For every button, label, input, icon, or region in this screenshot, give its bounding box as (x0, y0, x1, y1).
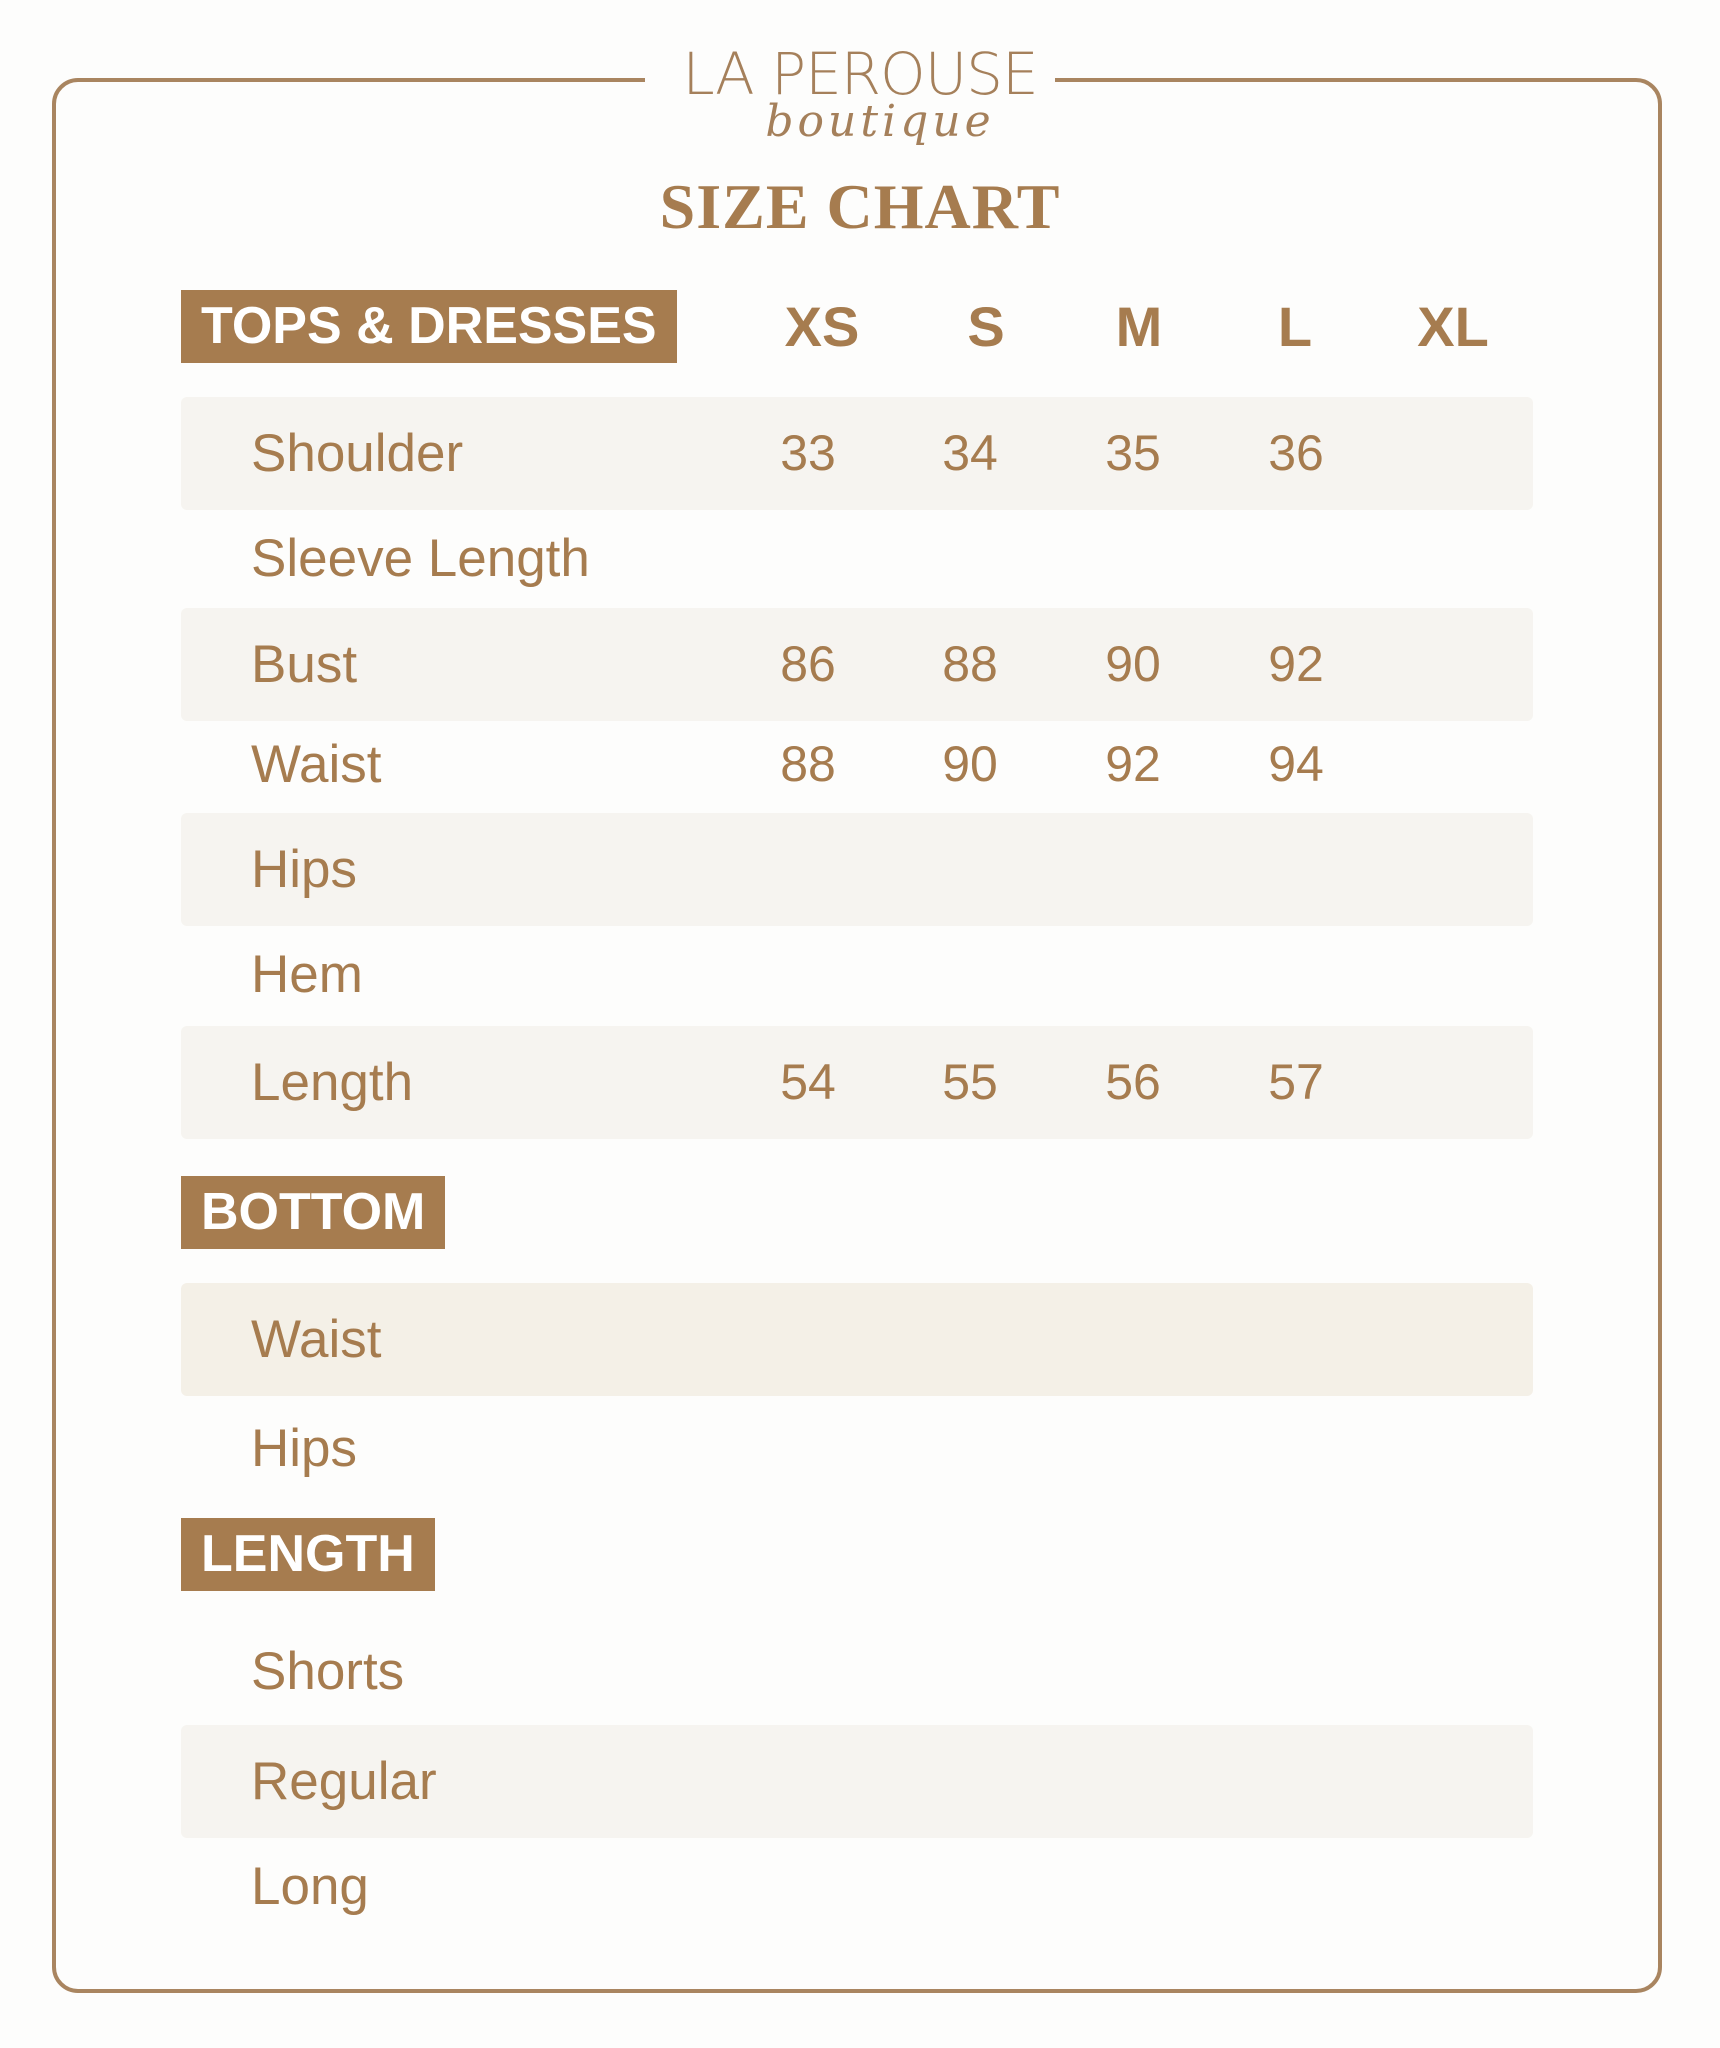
row-label: Regular (251, 1752, 437, 1811)
cell-s: 55 (942, 1054, 998, 1110)
row-label: Shoulder (251, 424, 464, 483)
brand-subtitle: boutique (765, 96, 995, 147)
row-label: Shorts (251, 1642, 405, 1701)
table-row (181, 1392, 1533, 1505)
cell-s: 88 (942, 636, 998, 692)
cell-m: 92 (1105, 736, 1161, 792)
row-label: Sleeve Length (251, 529, 590, 588)
cell-l (1216, 918, 1376, 1031)
cell-m: 56 (1105, 1054, 1161, 1110)
row-label: Waist (251, 1310, 382, 1369)
brand-name: LA PEROUSE (682, 40, 1038, 108)
size-header-xs: XS (784, 295, 860, 358)
cell-xs: 88 (780, 736, 836, 792)
cell-m (1053, 813, 1213, 926)
cell-l (1216, 502, 1376, 615)
section-label-tops: TOPS & DRESSES (181, 290, 677, 363)
table-row (181, 918, 1533, 1031)
table-row (181, 708, 1533, 821)
cell-xs (728, 813, 888, 926)
cell-l: 57 (1268, 1054, 1324, 1110)
cell-s: 34 (942, 425, 998, 481)
cell-m (1053, 502, 1213, 615)
table-row (181, 608, 1533, 721)
row-label: Length (251, 1053, 414, 1112)
section-label-bottom: BOTTOM (181, 1176, 445, 1249)
cell-m (1053, 918, 1213, 1031)
size-header-l: L (1277, 295, 1313, 358)
row-label: Waist (251, 735, 382, 794)
table-row (181, 1026, 1533, 1139)
cell-xl (1373, 397, 1533, 510)
table-row (181, 1725, 1533, 1838)
cell-xs: 33 (780, 425, 836, 481)
cell-m: 90 (1105, 636, 1161, 692)
table-row (181, 502, 1533, 615)
cell-xs (728, 502, 888, 615)
row-label: Bust (251, 635, 358, 694)
cell-s (890, 813, 1050, 926)
row-label: Long (251, 1857, 369, 1916)
cell-xs (728, 918, 888, 1031)
cell-xl (1373, 918, 1533, 1031)
brand-logo (600, 40, 1120, 160)
cell-s (890, 502, 1050, 615)
row-label: Hips (251, 840, 358, 899)
size-header-s: S (967, 295, 1005, 358)
table-row (181, 1615, 1533, 1728)
cell-xl (1373, 608, 1533, 721)
page-title: SIZE CHART (659, 171, 1061, 242)
table-row (181, 1283, 1533, 1396)
cell-s (890, 918, 1050, 1031)
size-header-xl: XL (1417, 295, 1489, 358)
table-row (181, 397, 1533, 510)
cell-xs: 86 (780, 636, 836, 692)
row-label: Hips (251, 1419, 358, 1478)
cell-l (1216, 813, 1376, 926)
row-label: Hem (251, 945, 363, 1004)
cell-xl (1373, 1026, 1533, 1139)
cell-xs: 54 (780, 1054, 836, 1110)
size-header-m: M (1115, 295, 1163, 358)
table-row (181, 813, 1533, 926)
section-label-length: LENGTH (181, 1518, 435, 1591)
cell-xl (1373, 708, 1533, 821)
cell-s: 90 (942, 736, 998, 792)
cell-xl (1373, 502, 1533, 615)
table-row (181, 1830, 1533, 1943)
cell-m: 35 (1105, 425, 1161, 481)
cell-l: 92 (1268, 636, 1324, 692)
cell-l: 36 (1268, 425, 1324, 481)
cell-xl (1373, 813, 1533, 926)
cell-l: 94 (1268, 736, 1324, 792)
